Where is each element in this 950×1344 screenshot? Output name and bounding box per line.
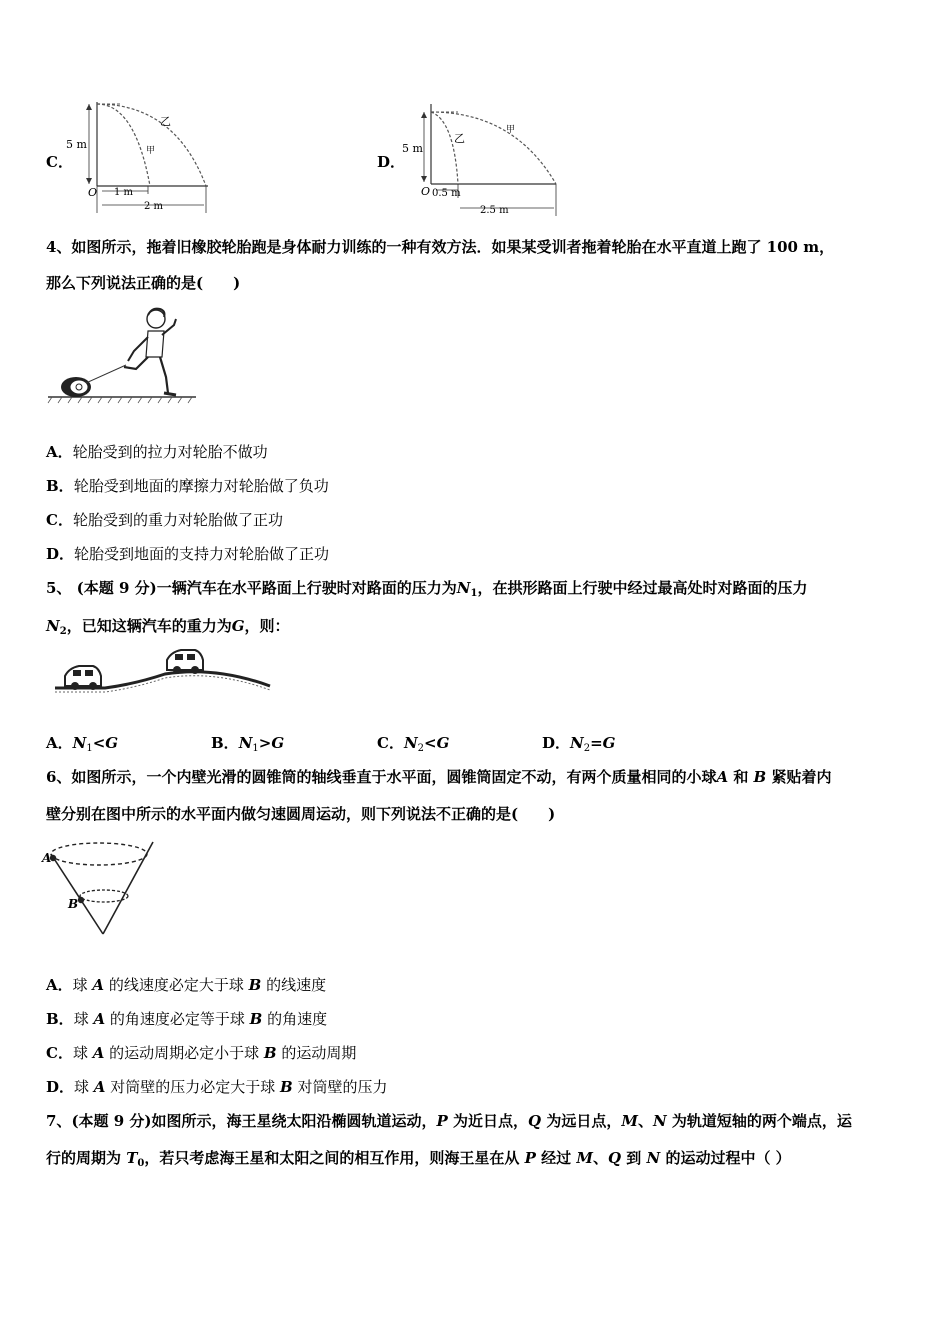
q7-score-tag: (本题 9 分) bbox=[71, 1112, 152, 1130]
q5-var-g: G bbox=[231, 617, 245, 635]
q5-option-a-label: A． bbox=[46, 734, 73, 752]
q7-text3: 为远日点， bbox=[541, 1112, 622, 1130]
q5-option-a-sub: 1 bbox=[86, 743, 93, 754]
q6-option-a-v1: A bbox=[92, 976, 105, 994]
q5-var-n2-sub: 2 bbox=[59, 626, 67, 637]
q6-option-b-t3: 的角速度 bbox=[262, 1010, 328, 1028]
q6-option-d-t3: 对筒壁的压力 bbox=[292, 1078, 388, 1096]
q7-text4: 为轨道短轴的两个端点，运 bbox=[666, 1112, 852, 1130]
q7-number: 7、 bbox=[46, 1112, 72, 1130]
q7-text5: 行的周期为 bbox=[46, 1149, 127, 1167]
q7-text1: 如图所示，海王星绕太阳沿椭圆轨道运动， bbox=[151, 1112, 437, 1130]
q5-option-b-sub: 1 bbox=[252, 743, 259, 754]
q6-option-b-t1: 球 bbox=[73, 1010, 94, 1028]
q4-option-d-text: 轮胎受到地面的支持力对轮胎做了正功 bbox=[74, 545, 330, 563]
q6-option-c[interactable] bbox=[46, 1043, 356, 1063]
q7-text2: 为近日点， bbox=[447, 1112, 529, 1130]
q3-option-d-label: D． bbox=[377, 153, 406, 171]
q5-option-c-rel: <G bbox=[424, 734, 450, 752]
q6-stem-text2: 紧贴着内 bbox=[766, 768, 832, 786]
q5-var-n1: N bbox=[456, 579, 471, 597]
q6-stem-line2: 壁分别在图中所示的水平面内做匀速圆周运动，则下列说法不正确的是( ) bbox=[46, 805, 556, 823]
q3-d-height-label: 5 m bbox=[402, 142, 423, 155]
q6-option-b-v1: A bbox=[93, 1010, 106, 1028]
q5-option-d-rel: =G bbox=[590, 734, 616, 752]
q5-stem-text1: 一辆汽车在水平路面上行驶时对路面的压力为 bbox=[156, 579, 457, 597]
q6-option-b-v2: B bbox=[249, 1010, 263, 1028]
q5-option-d-sub: 2 bbox=[583, 743, 591, 754]
q6-option-b-t2: 的角速度必定等于球 bbox=[105, 1010, 250, 1028]
q4-option-b-text: 轮胎受到地面的摩擦力对轮胎做了负功 bbox=[73, 477, 329, 495]
q7-text6: ，若只考虑海王星和太阳之间的相互作用，则海王星在从 bbox=[144, 1149, 525, 1167]
q5-car-bridge-figure bbox=[55, 646, 275, 706]
q4-option-a[interactable] bbox=[46, 442, 268, 462]
q3-figure-d bbox=[402, 100, 564, 220]
q5-option-a-rel: <G bbox=[92, 734, 119, 752]
q5-option-a[interactable] bbox=[46, 733, 118, 759]
q4-option-d[interactable] bbox=[46, 544, 329, 564]
q6-option-b-label: B． bbox=[46, 1010, 74, 1028]
q7-var-n2: N bbox=[646, 1149, 661, 1167]
q3-c-origin-label: O bbox=[88, 186, 98, 199]
q6-option-b[interactable] bbox=[46, 1009, 327, 1029]
q4-stem-line1: 4、如图所示，拖着旧橡胶轮胎跑是身体耐力训练的一种有效方法．如果某受训者拖着轮胎在水平直道上跑了 100 m， bbox=[46, 238, 835, 256]
q3-c-yi-label: 乙 bbox=[160, 115, 171, 128]
q5-option-b-var: N bbox=[238, 734, 253, 752]
q6-option-a-t2: 的线速度必定大于球 bbox=[104, 976, 249, 994]
q4-option-c-label: C． bbox=[46, 511, 73, 529]
q3-c-height-label: 5 m bbox=[66, 138, 87, 151]
q4-option-a-text: 轮胎受到的拉力对轮胎不做功 bbox=[72, 443, 268, 461]
q7-text8: 到 bbox=[621, 1149, 647, 1167]
q5-option-b[interactable] bbox=[211, 733, 284, 759]
q5-var-n1-sub: 1 bbox=[470, 588, 478, 599]
q6-option-c-label: C． bbox=[46, 1044, 73, 1062]
q6-option-a[interactable] bbox=[46, 975, 326, 995]
q7-var-m2: M bbox=[576, 1149, 593, 1167]
q6-option-a-v2: B bbox=[248, 976, 262, 994]
q6-cone-figure bbox=[42, 836, 162, 941]
q5-option-b-rel: >G bbox=[258, 734, 285, 752]
q6-option-d-v2: B bbox=[279, 1078, 293, 1096]
q7-sep2: 、 bbox=[592, 1149, 608, 1167]
q6-var-a: A bbox=[716, 768, 729, 786]
q3-c-dist1-label: 1 m bbox=[114, 187, 134, 198]
q7-var-n: N bbox=[652, 1112, 667, 1130]
q6-option-d-v1: A bbox=[93, 1078, 106, 1096]
q5-option-c-label: C． bbox=[377, 734, 404, 752]
q6-option-d-t1: 球 bbox=[74, 1078, 94, 1096]
q6-and: 和 bbox=[728, 768, 754, 786]
q4-option-b[interactable] bbox=[46, 476, 329, 496]
q3-c-jia-label: 甲 bbox=[146, 146, 156, 156]
q7-stem-line2 bbox=[46, 1148, 791, 1174]
q7-sep1: 、 bbox=[637, 1112, 653, 1130]
q3-option-c-label: C． bbox=[46, 153, 73, 171]
q5-option-a-var: N bbox=[72, 734, 87, 752]
q7-var-p2: P bbox=[524, 1149, 536, 1167]
q5-var-n2: N bbox=[46, 617, 60, 635]
q3-figure-c bbox=[66, 98, 220, 218]
q5-stem-line1 bbox=[46, 578, 807, 604]
q5-option-c-sub: 2 bbox=[417, 743, 425, 754]
q7-var-t-sub: 0 bbox=[137, 1158, 145, 1169]
q3-d-dist2-label: 2.5 m bbox=[480, 205, 509, 216]
q3-d-jia-label: 甲 bbox=[506, 125, 516, 135]
q4-option-a-label: A． bbox=[46, 443, 73, 461]
q6-fig-label-a: A bbox=[42, 851, 52, 865]
q6-option-c-t2: 的运动周期必定小于球 bbox=[104, 1044, 264, 1062]
q5-stem-text2: ，在拱形路面上行驶中经过最高处时对路面的压力 bbox=[477, 579, 808, 597]
q7-var-p: P bbox=[436, 1112, 448, 1130]
q4-option-c[interactable] bbox=[46, 510, 283, 530]
q6-option-a-t1: 球 bbox=[72, 976, 93, 994]
q7-var-q2: Q bbox=[607, 1149, 622, 1167]
q6-stem-line1 bbox=[46, 767, 831, 787]
q5-option-c[interactable] bbox=[377, 733, 449, 759]
q4-runner-tire-figure bbox=[48, 305, 198, 405]
q6-option-d[interactable] bbox=[46, 1077, 387, 1097]
q6-option-d-t2: 对筒壁的压力必定大于球 bbox=[105, 1078, 280, 1096]
q3-c-dist2-label: 2 m bbox=[144, 201, 164, 212]
q6-option-a-t3: 的线速度 bbox=[261, 976, 327, 994]
q4-option-b-label: B． bbox=[46, 477, 74, 495]
q7-var-t: T bbox=[126, 1149, 138, 1167]
q3-d-dist1-label: 0.5 m bbox=[432, 188, 461, 199]
q4-option-c-text: 轮胎受到的重力对轮胎做了正功 bbox=[72, 511, 283, 529]
q6-option-d-label: D． bbox=[46, 1078, 75, 1096]
q4-stem-line2: 那么下列说法正确的是( ) bbox=[46, 274, 241, 292]
q4-option-d-label: D． bbox=[46, 545, 75, 563]
q6-option-c-t1: 球 bbox=[72, 1044, 93, 1062]
q3-d-origin-label: O bbox=[421, 185, 431, 198]
q6-option-c-t3: 的运动周期 bbox=[276, 1044, 357, 1062]
q5-score-tag: (本题 9 分) bbox=[76, 579, 157, 597]
q6-option-a-label: A． bbox=[46, 976, 73, 994]
q7-var-q: Q bbox=[528, 1112, 542, 1130]
q7-text7: 经过 bbox=[535, 1149, 577, 1167]
q5-option-b-label: B． bbox=[211, 734, 239, 752]
q5-option-d-label: D． bbox=[542, 734, 571, 752]
q7-stem-line1 bbox=[46, 1111, 852, 1131]
q6-var-b: B bbox=[753, 768, 767, 786]
q6-fig-label-b: B bbox=[68, 897, 79, 911]
q5-option-d[interactable] bbox=[542, 733, 616, 759]
q7-var-m: M bbox=[621, 1112, 638, 1130]
q5-number: 5、 bbox=[46, 579, 72, 597]
q5-stem-text3: ，已知这辆汽车的重力为 bbox=[66, 617, 232, 635]
q5-option-d-var: N bbox=[570, 734, 584, 752]
q5-stem-text4: ，则： bbox=[244, 617, 290, 635]
q6-stem-text1: 6、如图所示，一个内壁光滑的圆锥筒的轴线垂直于水平面，圆锥筒固定不动，有两个质量相同的小球 bbox=[46, 768, 717, 786]
q6-option-c-v1: A bbox=[92, 1044, 105, 1062]
q7-text9: 的运动过程中（ ） bbox=[660, 1149, 791, 1167]
q5-option-c-var: N bbox=[403, 734, 418, 752]
q3-d-yi-label: 乙 bbox=[454, 132, 465, 145]
q5-stem-line2 bbox=[46, 616, 290, 642]
q6-option-c-v2: B bbox=[263, 1044, 277, 1062]
